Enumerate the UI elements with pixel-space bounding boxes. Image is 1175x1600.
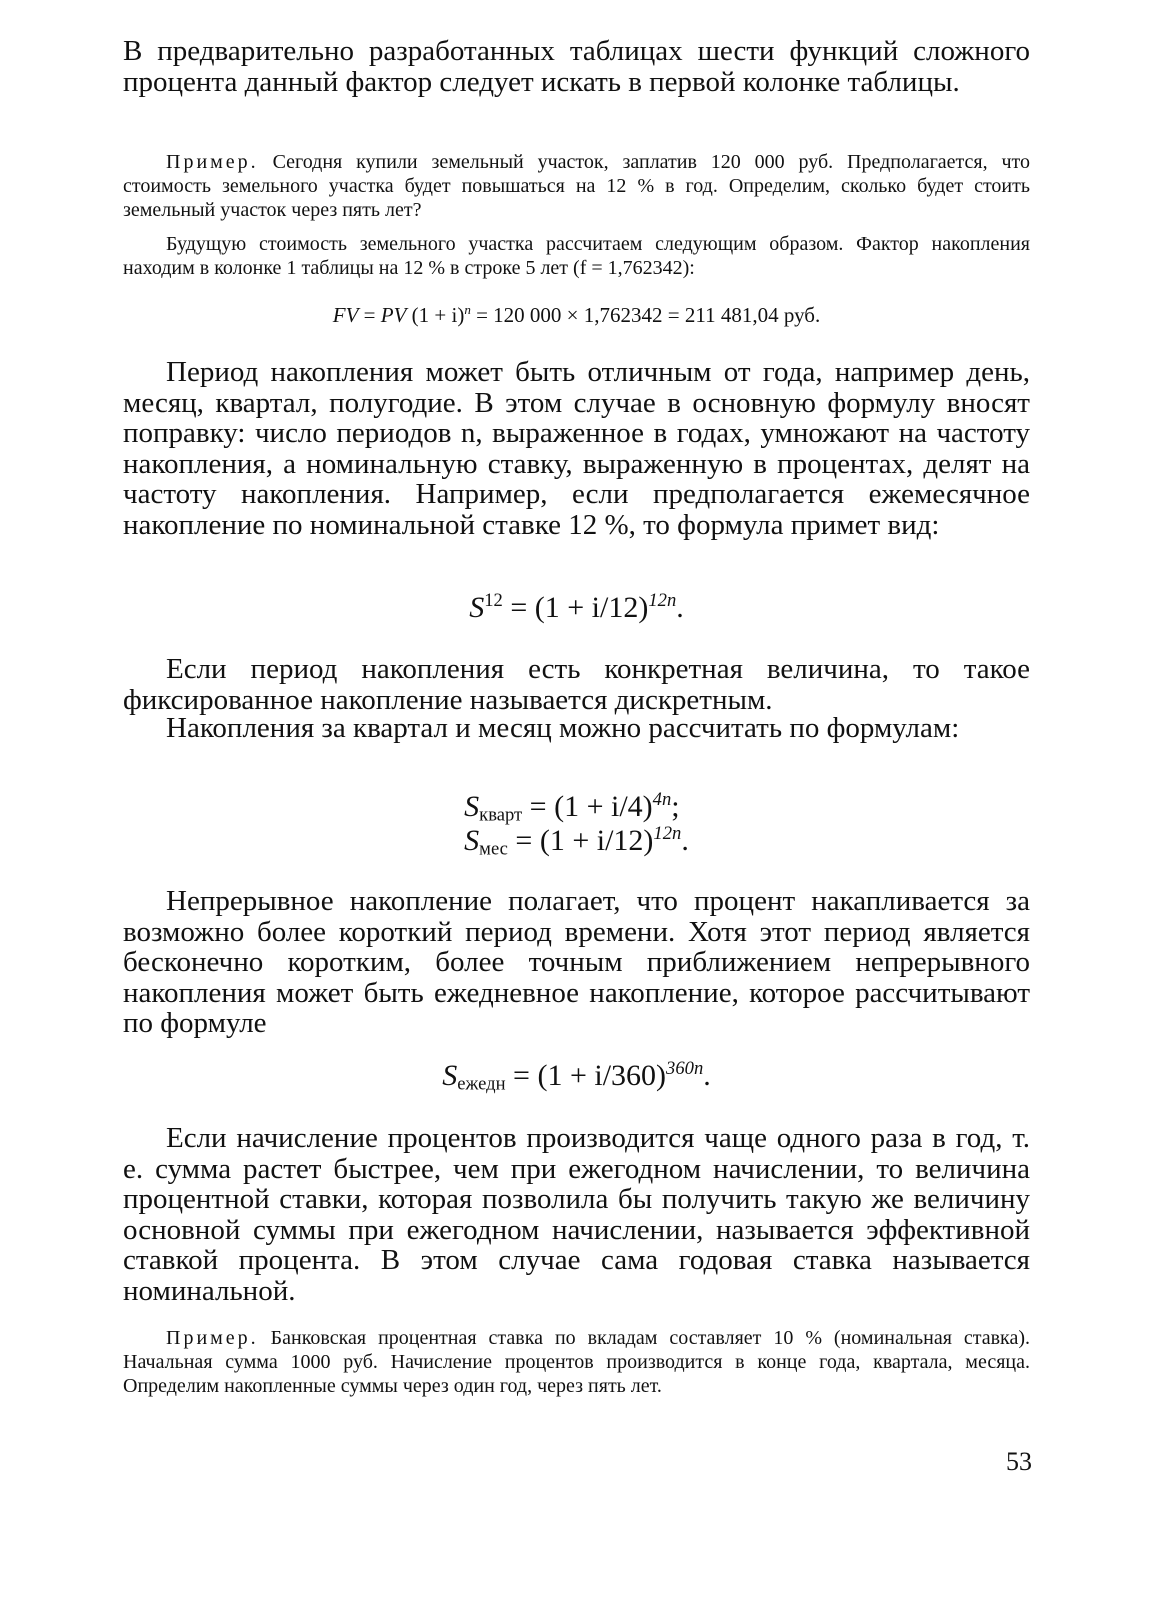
paragraph-text: Если период накопления есть конкретная величина, то такое фиксированное накопление называется дискретным. — [123, 653, 1030, 716]
formula-future-value — [123, 302, 1030, 328]
paragraph-text: Непрерывное накопление полагает, что процент накапливается за возможно более короткий период времени. Хотя этот период является бесконечно коротким, более точным приближением непрерывного накопления может быть ежедневное накопление, которое рассчитывают по формуле — [123, 885, 1030, 1039]
formula-daily — [123, 1059, 1030, 1093]
formula-base: (1 + i) — [406, 303, 465, 327]
formula-lhs-sup: 12 — [484, 589, 503, 611]
formula-exponent: 12n — [648, 589, 677, 611]
formula-rhs: = (1 + i/12) — [507, 824, 654, 857]
formula-lhs: FV — [332, 303, 359, 327]
formula-stack — [464, 790, 689, 858]
paragraph-continuous — [123, 886, 1030, 1039]
formula-exponent: n — [464, 302, 471, 318]
example-label: Пример. — [166, 1327, 259, 1349]
paragraph-effective-rate — [123, 1123, 1030, 1306]
paragraph-quarter-month — [123, 713, 1030, 744]
formula-lhs: S — [442, 1059, 458, 1092]
formula-sub: мес — [479, 838, 508, 860]
formula-end: . — [703, 1059, 711, 1092]
paragraph-period — [123, 357, 1030, 540]
formula-eq: = — [358, 303, 381, 327]
formula-exponent: 4n — [652, 788, 672, 810]
example-text: Банковская процентная ставка по вкладам составляет 10 % (номинальная ставка). Начальная сумма 1000 руб. Начисление процентов производится в конце года, квартала, месяца. Определим накопленные суммы через один год, через пять лет. — [123, 1327, 1031, 1397]
formula-rhs: = (1 + i/360) — [505, 1059, 667, 1092]
formula-rest: = 120 000 × 1,762342 = 211 481,04 руб. — [470, 303, 821, 327]
formula-end: . — [681, 824, 689, 857]
formula-month — [464, 824, 689, 858]
formula-sub: кварт — [479, 804, 523, 826]
example-land-plot — [123, 150, 1030, 222]
example-solution — [123, 232, 1030, 280]
formula-quarter — [464, 790, 689, 824]
formula-quarter-month — [123, 790, 1030, 858]
formula-end: . — [676, 591, 684, 624]
formula-lhs: S — [464, 824, 480, 857]
paragraph-text: В предварительно разработанных таблицах шести функций сложного процента данный фактор следует искать в первой колонке таблицы. — [123, 35, 1030, 98]
paragraph-tables — [123, 36, 1030, 97]
example-bank-deposit — [123, 1326, 1030, 1398]
page-number: 53 — [1006, 1447, 1032, 1476]
example-text: Сегодня купили земельный участок, заплатив 120 000 руб. Предполагается, что стоимость земельного участка будет повышаться на 12 % в год. Определим, сколько будет стоить земельный участок через пять лет? — [123, 151, 1030, 221]
formula-monthly — [123, 591, 1030, 625]
formula-rhs: = (1 + i/4) — [522, 790, 653, 823]
formula-sub: ежедн — [457, 1073, 506, 1095]
formula-rhs: = (1 + i/12) — [502, 591, 649, 624]
formula-exponent: 360n — [666, 1057, 704, 1079]
paragraph-text: Если начисление процентов производится чаще одного раза в год, т. е. сумма растет быстрее, чем при ежегодном начислении, то величина процентной ставки, которая позволила бы получить такую же величину основной суммы при ежегодном начислении, называется эффективной ставкой процента. В этом случае сама годовая ставка называется номинальной. — [123, 1122, 1030, 1307]
formula-lhs: S — [469, 591, 485, 624]
example-label: Пример. — [166, 151, 259, 173]
paragraph-text: Период накопления может быть отличным от года, например день, месяц, квартал, полугодие. В этом случае в основную формулу вносят поправку: число периодов n, выраженное в годах, умножают на частоту накопления, а номинальную ставку, выраженную в процентах, делят на частоту накопления. Например, если предполагается ежемесячное накопление по номинальной ставке 12 %, то формула примет вид: — [123, 356, 1030, 541]
formula-lhs: S — [464, 790, 480, 823]
paragraph-text: Накопления за квартал и месяц можно рассчитать по формулам: — [166, 712, 960, 744]
formula-pv: PV — [380, 303, 407, 327]
example-solution-text: Будущую стоимость земельного участка рассчитаем следующим образом. Фактор накопления находим в колонке 1 таблицы на 12 % в строке 5 лет (f = 1,762342): — [123, 233, 1030, 279]
formula-exponent: 12n — [653, 822, 682, 844]
paragraph-discrete — [123, 654, 1030, 715]
formula-end: ; — [671, 790, 680, 823]
